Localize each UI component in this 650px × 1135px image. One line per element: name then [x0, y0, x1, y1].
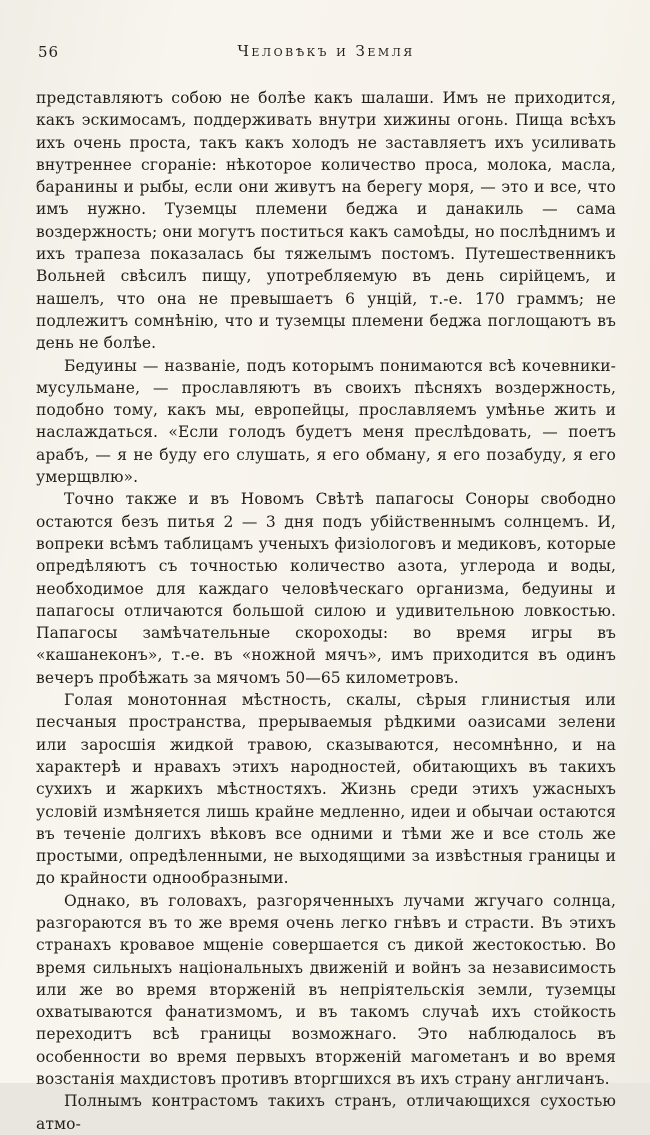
running-title: Человѣкъ и Земля	[237, 42, 415, 60]
page-header	[36, 42, 616, 64]
paragraph: Голая монотонная мѣстность, скалы, сѣрыя глинистыя или песчаныя пространства, прерываемыя рѣдкими оазисами зелени или заросшія жидкой травою, сказываются, несомнѣнно, и на характерѣ и нравахъ этихъ народностей, обитающихъ въ такихъ сухихъ и жаркихъ мѣстностяхъ. Жизнь среди этихъ ужасныхъ условій измѣняется лишь крайне медленно, идеи и обычаи остаются въ теченіе долгихъ вѣковъ все одними и тѣми же и все столь же простыми, опредѣленными, не выходящими за извѣстныя границы и до крайности однообразными.	[36, 691, 616, 888]
paragraph: Бедуины — названіе, подъ которымъ понимаются всѣ кочевники-мусульмане, — прославляютъ въ своихъ пѣсняхъ воздержность, подобно тому, какъ мы, европейцы, прославляемъ умѣнье жить и наслаждаться. «Если голодъ будетъ меня преслѣдовать, — поетъ арабъ, — я не буду его слушать, я его обману, я его позабуду, я его умерщвлю».	[36, 356, 616, 487]
paragraph: Точно также и въ Новомъ Свѣтѣ папагосы Соноры свободно остаются безъ питья 2 — 3 дня подъ убійственнымъ солнцемъ. И, вопреки всѣмъ таблицамъ ученыхъ физіологовъ и медиковъ, которые опредѣляютъ съ точностью количество азота, углерода и воды, необходимое для каждаго человѣческаго организма, бедуины и папагосы отличаются большой силою и удивительною ловкостью. Папагосы замѣчательные скороходы: во время игры въ «кашанеконъ», т.-е. въ «ножной мячъ», имъ приходится въ одинъ вечеръ пробѣжать за мячомъ 50—65 километровъ.	[36, 490, 616, 687]
paragraph: Однако, въ головахъ, разгоряченныхъ лучами жгучаго солнца, разгораются въ то же время очень легко гнѣвъ и страсти. Въ этихъ странахъ кровавое мщеніе совершается съ дикой жестокостью. Во время сильныхъ національныхъ движеній и войнъ за независимость или же во время вторженій въ непріятельскія земли, туземцы охватываются фанатизмомъ, и въ такомъ случаѣ ихъ стойкость переходитъ всѣ границы возможнаго. Это наблюдалось въ особенности во время первыхъ вторженій магометанъ и во время возстанія махдистовъ противъ вторгшихся въ ихъ страну англичанъ.	[36, 891, 616, 1089]
page-number: 56	[38, 43, 60, 61]
paragraph: Полнымъ контрастомъ такихъ странъ, отличающихся сухостью атмо-	[36, 1092, 616, 1133]
page-body	[36, 87, 616, 1135]
paragraph: представляютъ собою не болѣе какъ шалаши. Имъ не приходится, какъ эскимосамъ, поддерживать внутри хижины огонь. Пища всѣхъ ихъ очень проста, такъ какъ холодъ не заставляетъ ихъ усиливать внутреннее сгораніе: нѣкоторое количество проса, молока, масла, баранины и рыбы, если они живутъ на берегу моря, — это и все, что имъ нужно. Туземцы племени беджа и данакиль — сама воздержность; они могутъ поститься какъ самоѣды, но послѣднимъ и ихъ трапеза показалась бы тяжелымъ постомъ. Путешественникъ Вольней свѣсилъ пищу, употребляемую въ день сирійцемъ, и нашелъ, что она не превышаетъ 6 унцій, т.-е. 170 граммъ; не подлежитъ сомнѣнію, что и туземцы племени беджа поглощаютъ въ день не болѣе.	[36, 89, 616, 353]
